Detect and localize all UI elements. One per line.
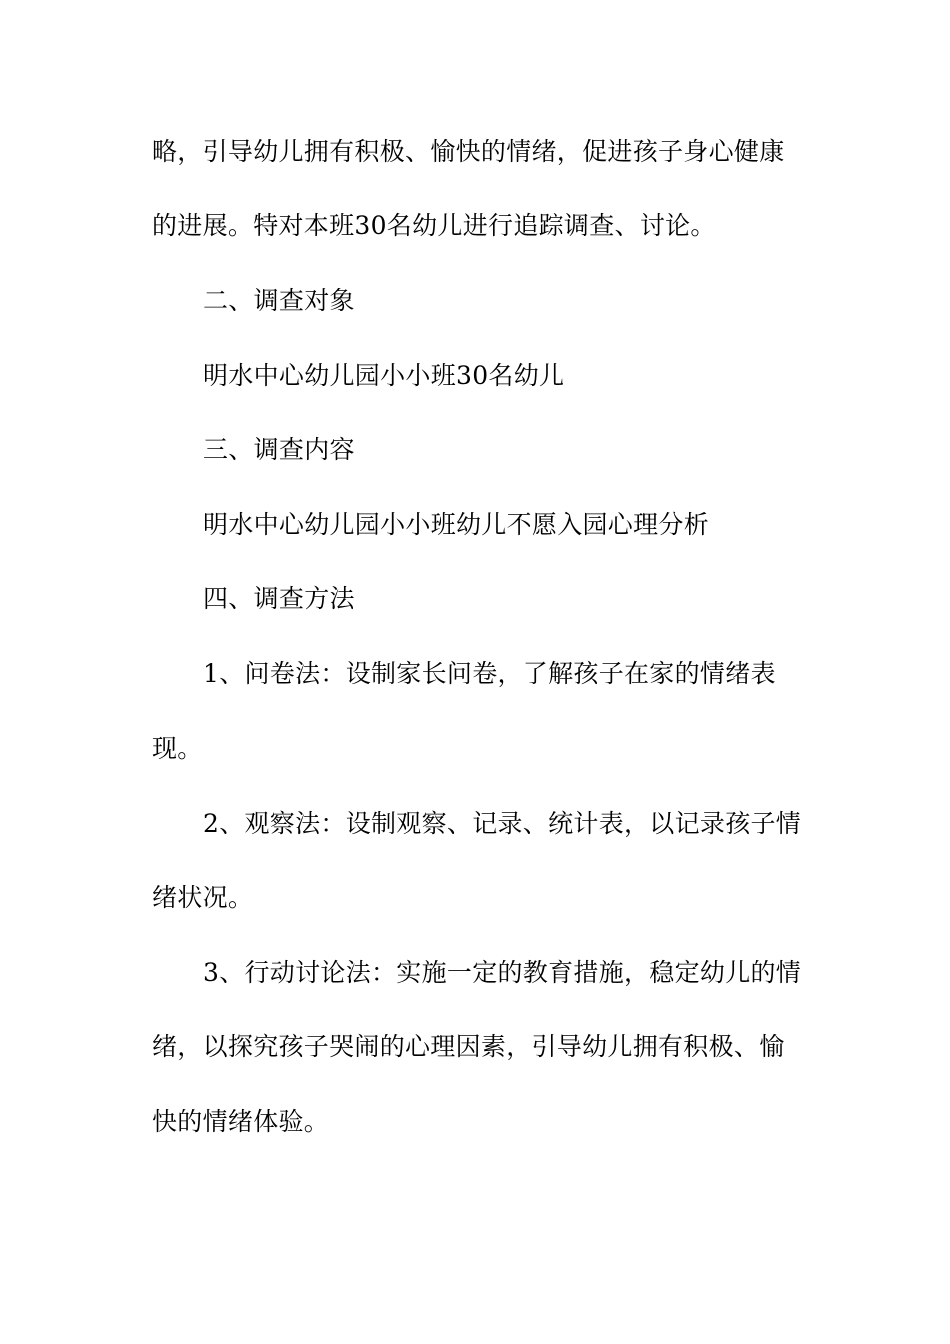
list-item-action-research: 3、行动讨论法：实施一定的教育措施，稳定幼儿的情: [203, 958, 802, 987]
list-item-observation: 2、观察法：设制观察、记录、统计表，以记录孩子情: [203, 809, 802, 838]
body-text-line: 明水中心幼儿园小小班30名幼儿: [203, 361, 565, 390]
body-text-line: 略，引导幼儿拥有积极、愉快的情绪，促进孩子身心健康: [152, 137, 785, 166]
body-text-line: 现。: [152, 734, 203, 763]
body-text-line: 明水中心幼儿园小小班幼儿不愿入园心理分析: [203, 510, 710, 539]
section-heading-methods: 四、调查方法: [203, 584, 355, 613]
body-text-line: 绪状况。: [152, 883, 254, 912]
body-text-line: 绪，以探究孩子哭闹的心理因素，引导幼儿拥有积极、愉: [152, 1032, 785, 1061]
body-text-line: 的进展。特对本班30名幼儿进行追踪调查、讨论。: [152, 211, 716, 240]
section-heading-subjects: 二、调查对象: [203, 286, 355, 315]
body-text-line: 快的情绪体验。: [152, 1107, 330, 1136]
section-heading-content: 三、调查内容: [203, 435, 355, 464]
list-item-questionnaire: 1、问卷法：设制家长问卷，了解孩子在家的情绪表: [203, 659, 776, 688]
